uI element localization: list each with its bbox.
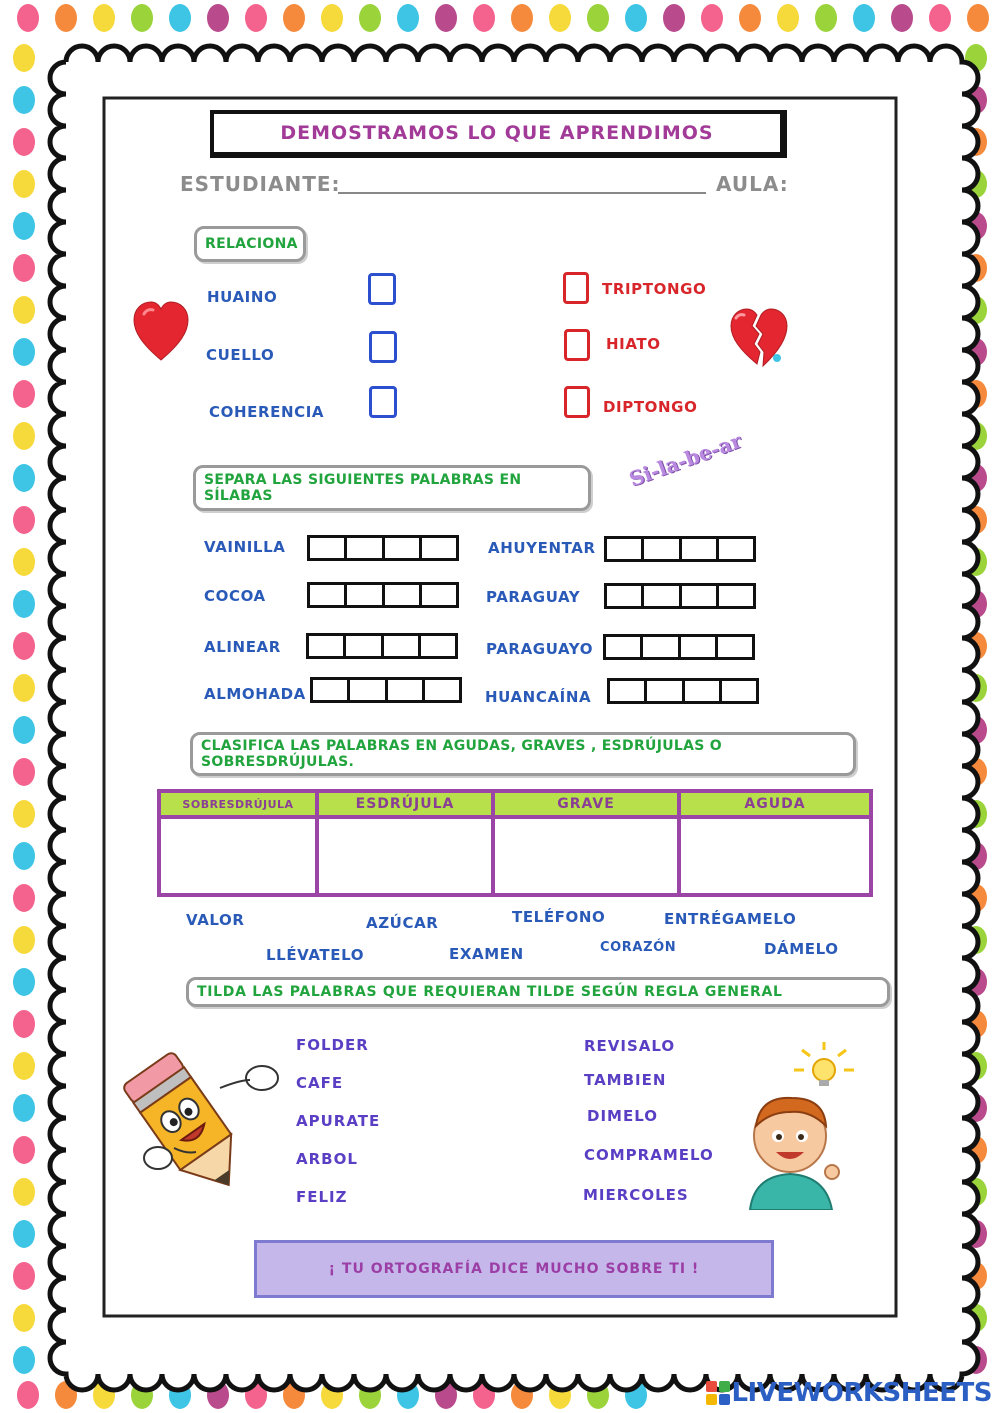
column-header-grave: GRAVE (495, 793, 677, 819)
separa-word-6: PARAGUAY (486, 588, 581, 606)
drop-zone-aguda[interactable] (681, 819, 869, 893)
motto-banner (254, 1240, 774, 1298)
motto-text: ¡ TU ORTOGRAFÍA DICE MUCHO SOBRE TI ! (328, 1261, 700, 1277)
classification-table (157, 789, 873, 897)
separa-word-4: ALMOHADA (204, 685, 306, 703)
relaciona-option-1: TRIPTONGO (602, 280, 707, 298)
relaciona-option-box-3 (564, 386, 590, 418)
separa-heading-box (193, 465, 591, 511)
relaciona-option-box-1 (563, 272, 589, 304)
separa-heading: SEPARA LAS SIGUIENTES PALABRAS EN SÍLABAS (204, 472, 522, 504)
drag-word-4[interactable]: ENTRÉGAMELO (664, 910, 797, 928)
student-label: ESTUDIANTE: (180, 172, 341, 196)
syllable-input-2[interactable] (307, 582, 459, 608)
pencil-character-icon (112, 1040, 292, 1200)
brand-name: LIVEWORKSHEETS (731, 1378, 992, 1408)
aula-label: AULA: (716, 172, 789, 196)
tilda-word-8[interactable]: DIMELO (587, 1107, 658, 1125)
syllable-input-6[interactable] (604, 583, 756, 609)
relaciona-option-box-2 (564, 329, 590, 361)
syllable-input-3[interactable] (306, 633, 458, 659)
tilda-word-10[interactable]: MIERCOLES (583, 1186, 689, 1204)
drag-word-7[interactable]: CORAZÓN (600, 940, 677, 955)
relaciona-option-2: HIATO (606, 335, 661, 353)
tilda-word-6[interactable]: REVISALO (584, 1037, 676, 1055)
column-header-aguda: AGUDA (681, 793, 869, 819)
boy-idea-icon (740, 1040, 860, 1210)
drop-zone-esdrujula[interactable] (319, 819, 491, 893)
drop-zone-grave[interactable] (495, 819, 677, 893)
tilda-word-2[interactable]: CAFE (296, 1074, 344, 1092)
tilda-word-4[interactable]: ARBOL (296, 1150, 358, 1168)
separa-word-5: AHUYENTAR (488, 539, 596, 557)
drag-word-3[interactable]: TELÉFONO (512, 908, 606, 926)
relaciona-answer-box-2[interactable] (369, 331, 397, 363)
broken-heart-icon (728, 306, 790, 370)
relaciona-option-3: DIPTONGO (603, 398, 698, 416)
relaciona-heading: RELACIONA (205, 236, 298, 252)
tilda-heading-box (186, 977, 890, 1007)
relaciona-answer-box-3[interactable] (369, 386, 397, 418)
student-name-field[interactable] (338, 192, 706, 194)
relaciona-word-2: CUELLO (206, 346, 275, 364)
separa-word-1: VAINILLA (204, 538, 286, 556)
drag-word-5[interactable]: LLÉVATELO (266, 946, 365, 964)
separa-word-8: HUANCAÍNA (485, 688, 592, 706)
heart-icon (132, 300, 190, 364)
page-title: DEMOSTRAMOS LO QUE APRENDIMOS (280, 122, 714, 144)
syllable-input-5[interactable] (604, 536, 756, 562)
syllable-input-8[interactable] (607, 678, 759, 704)
drag-word-8[interactable]: DÁMELO (764, 940, 839, 958)
syllable-input-7[interactable] (603, 634, 755, 660)
tilda-word-5[interactable]: FELIZ (296, 1188, 348, 1206)
column-header-sobresdrujula: SOBRESDRÚJULA (161, 793, 315, 819)
drop-zone-sobresdrujula[interactable] (161, 819, 315, 893)
relaciona-word-3: COHERENCIA (209, 403, 325, 421)
tilda-word-3[interactable]: APURATE (296, 1112, 381, 1130)
tilda-word-9[interactable]: COMPRAMELO (584, 1146, 714, 1164)
tilda-heading: TILDA LAS PALABRAS QUE REQUIERAN TILDE SEGÚN REGLA GENERAL (197, 984, 783, 1000)
silabear-badge: Si-la-be-ar (625, 428, 745, 492)
syllable-input-1[interactable] (307, 535, 459, 561)
drag-word-1[interactable]: VALOR (186, 911, 245, 929)
relaciona-answer-box-1[interactable] (368, 273, 396, 305)
brand-logo (705, 1378, 992, 1408)
tilda-word-1[interactable]: FOLDER (296, 1036, 369, 1054)
clasifica-heading-box (190, 732, 856, 776)
tilda-word-7[interactable]: TAMBIEN (584, 1071, 667, 1089)
title-banner (210, 110, 787, 158)
drag-word-2[interactable]: AZÚCAR (366, 914, 439, 932)
column-header-esdrujula: ESDRÚJULA (319, 793, 491, 819)
relaciona-word-1: HUAINO (207, 288, 278, 306)
relaciona-heading-box (194, 226, 306, 262)
drag-word-6[interactable]: EXAMEN (449, 945, 524, 963)
separa-word-3: ALINEAR (204, 638, 281, 656)
clasifica-heading: CLASIFICA LAS PALABRAS EN AGUDAS, GRAVES , ESDRÚJULAS O SOBRESDRÚJULAS. (201, 738, 722, 770)
syllable-input-4[interactable] (310, 677, 462, 703)
separa-word-2: COCOA (204, 587, 266, 605)
liveworksheets-logo-icon (705, 1380, 731, 1406)
separa-word-7: PARAGUAYO (486, 640, 594, 658)
